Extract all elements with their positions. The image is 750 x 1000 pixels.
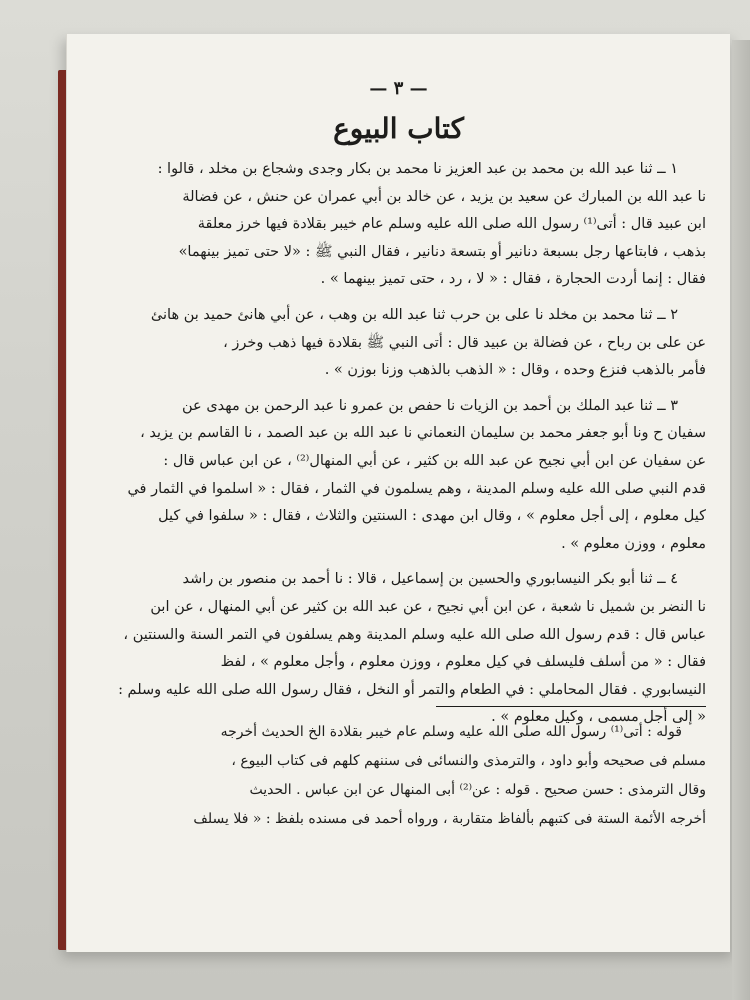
text-line: عباس قال : قدم رسول الله صلى الله عليه وسلم المدينة وهم يسلفون في التمر السنة والسنتين ، <box>123 626 706 643</box>
text-line: ٣ ــ ثنا عبد الملك بن أحمد بن الزيات نا حفص بن عمرو نا عبد الرحمن بن مهدى عن <box>182 397 678 414</box>
text-line: قدم النبي صلى الله عليه وسلم المدينة ، وهم يسلمون في الثمار ، فقال : « اسلموا في الثمار في <box>127 480 706 497</box>
hadith-1 <box>101 156 706 294</box>
hadith-4 <box>101 566 706 732</box>
text-line: فأمر بالذهب فنزع وحده ، وقال : « الذهب بالذهب وزنا بوزن » . <box>324 362 706 379</box>
text-line: معلوم ، ووزن معلوم » . <box>561 535 706 552</box>
text-line: نا النضر بن شميل نا شعبة ، عن ابن أبي نجيح ، عن عبد الله بن كثير عن أبي المنهال ، عن ابن <box>150 598 706 615</box>
text-line: عن على بن رباح ، عن فضالة بن عبيد قال : أتى النبي ﷺ بقلادة فيها ذهب وخرز ، <box>223 334 706 351</box>
footnote-line: أخرجه الأئمة الستة فى كتبهم بألفاظ متقاربة ، ورواه أحمد فى مسنده بلفظ : « فلا يسلف <box>193 811 706 827</box>
footnote-line: مسلم فى صحيحه وأبو داود ، والترمذى والنسائى فى سننهم كلهم فى كتاب البيوع ، <box>231 753 706 769</box>
text-line: ٤ ــ ثنا أبو بكر النيسابوري والحسين بن إسماعيل ، قالا : نا أحمد بن منصور بن راشد <box>182 571 678 588</box>
book-page <box>66 34 730 952</box>
page-number: — ٣ — <box>369 78 428 99</box>
text-line: النيسابوري . فقال المحاملي : في الطعام والتمر أو النخل ، فقال رسول الله صلى الله عليه وسلم : <box>118 681 706 698</box>
footnote-line: قوله : أتى⁽¹⁾ رسول الله صلى الله عليه وسلم عام خيبر بقلادة الخ الحديث أخرجه <box>220 724 682 740</box>
text-line: « إلى أجل مسمى ، وكيل معلوم » . <box>491 709 706 726</box>
main-text <box>101 156 706 740</box>
text-line: عن سفيان عن ابن أبي نجيح عن عبد الله بن كثير ، عن أبي المنهال⁽²⁾ ، عن ابن عباس قال : <box>163 452 706 469</box>
text-line: كيل معلوم ، إلى أجل معلوم » ، وقال ابن مهدى : السنتين والثلاث ، فقال : « سلفوا في كيل <box>158 508 706 525</box>
text-line: سفيان ح ونا أبو جعفر محمد بن سليمان النعماني نا عبد الله بن عبد الصمد ، نا القاسم بن يزيد ، <box>140 425 706 442</box>
text-line: نا عبد الله بن المبارك عن سعيد بن يزيد ، عن خالد بن أبي عمران عن حنش ، عن فضالة <box>182 188 706 205</box>
footnote-divider <box>436 706 706 707</box>
book-spine <box>732 40 750 1000</box>
footnotes <box>101 718 706 834</box>
text-line: فقال : « من أسلف فليسلف في كيل معلوم ، ووزن معلوم ، وأجل معلوم » ، لفظ <box>220 654 706 671</box>
chapter-title: كتاب البيوع <box>333 112 464 145</box>
footnote-line: وقال الترمذى : حسن صحيح . قوله : عن⁽²⁾ أبى المنهال عن ابن عباس . الحديث <box>249 782 706 798</box>
hadith-3 <box>101 393 706 559</box>
text-line: فقال : إنما أردت الحجارة ، فقال : « لا ، رد ، حتى تميز بينهما » . <box>320 271 706 288</box>
text-line: ١ ــ ثنا عبد الله بن محمد بن عبد العزيز نا محمد بن بكار وجدى وشجاع بن مخلد ، قالوا : <box>157 161 678 177</box>
text-line: بذهب ، فابتاعها رجل بسبعة دنانير أو بتسعة دنانير ، فقال النبي ﷺ : «لا حتى تميز بينهما» <box>178 243 706 260</box>
hadith-2 <box>101 302 706 385</box>
text-line: ابن عبيد قال : أتى⁽¹⁾ رسول الله صلى الله عليه وسلم عام خيبر بقلادة فيها خرز معلقة <box>197 216 706 233</box>
text-line: ٢ ــ ثنا محمد بن مخلد نا على بن حرب ثنا عبد الله بن وهب ، عن أبي هانئ حميد بن هانئ <box>150 306 678 323</box>
